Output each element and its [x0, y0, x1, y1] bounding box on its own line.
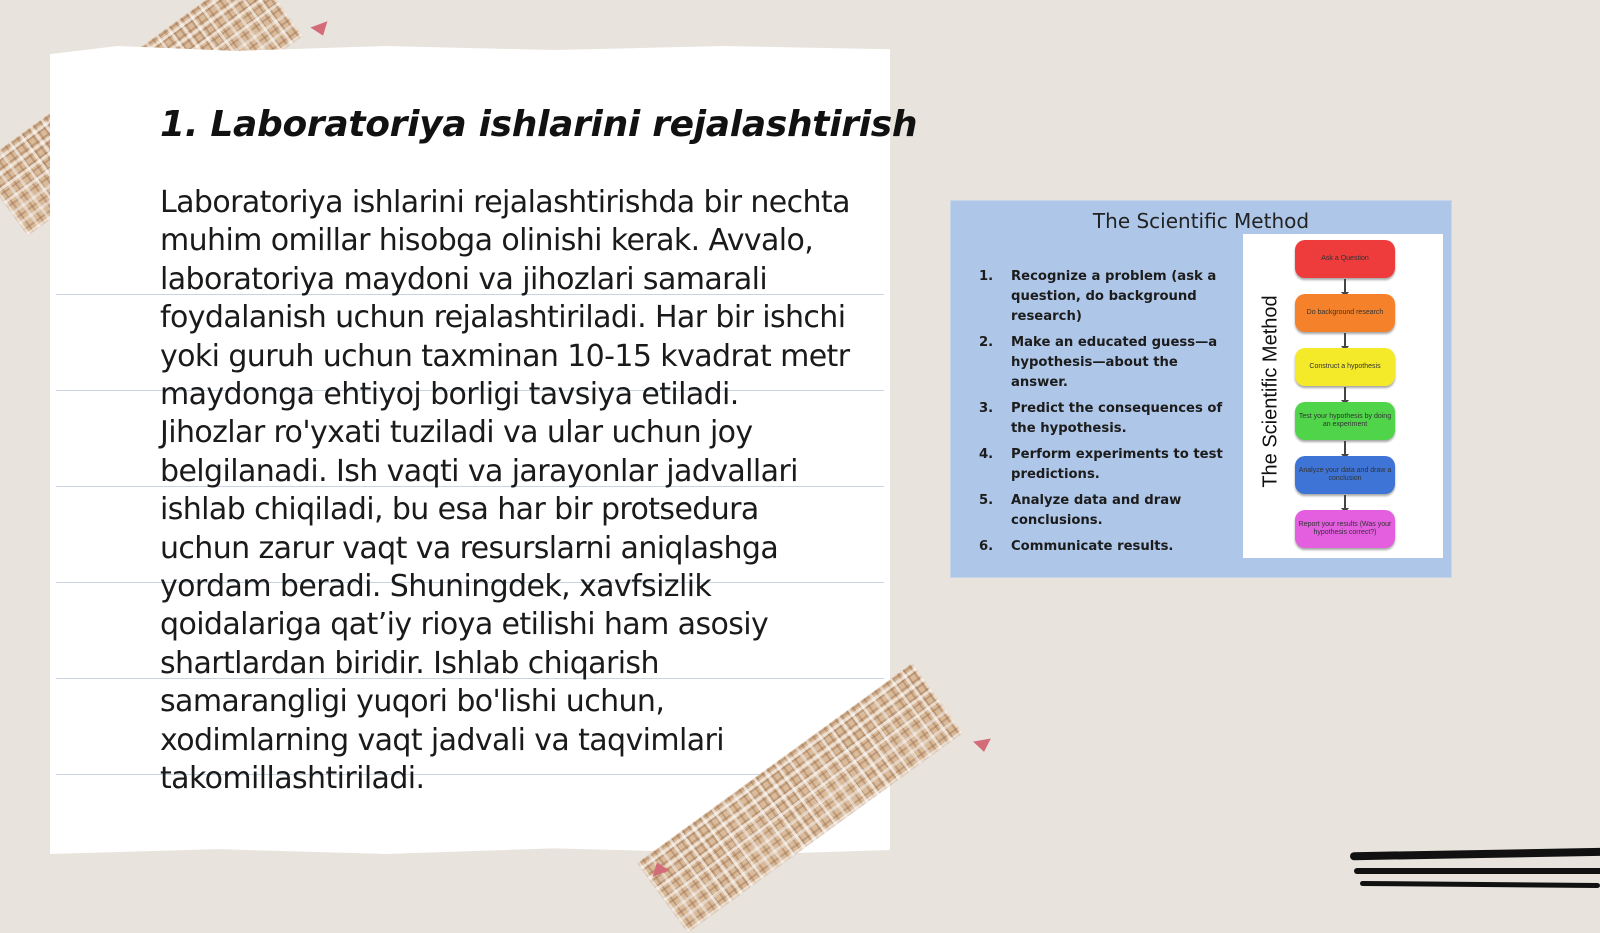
slide-title: 1. Laboratoriya ishlarini rejalashtirish	[160, 104, 918, 145]
flowchart-panel	[1243, 234, 1443, 558]
flowchart-vertical-label: The Scientific Method	[1259, 295, 1282, 488]
step-number: 3.	[979, 401, 994, 416]
step-item	[979, 333, 1239, 393]
flowchart-step-box: Ask a Question	[1295, 240, 1395, 278]
step-text: Make an educated guess—a hypothesis—about the answer.	[1011, 335, 1218, 390]
flowchart-arrow-icon	[1344, 279, 1346, 293]
step-number: 4.	[979, 447, 994, 462]
step-number: 1.	[979, 269, 994, 284]
flowchart-step-box: Report your results (Was your hypothesis correct?)	[1295, 510, 1395, 548]
step-number: 6.	[979, 539, 994, 554]
flowchart-arrow-icon	[1344, 333, 1346, 347]
flowchart-step-box: Do background research	[1295, 294, 1395, 332]
flowchart-step-box: Analyze your data and draw a conclusion	[1295, 456, 1395, 494]
scribble-line	[1360, 881, 1600, 888]
step-item	[979, 445, 1239, 485]
flowchart-step-box: Test your hypothesis by doing an experiment	[1295, 402, 1395, 440]
steps-list	[979, 267, 1239, 563]
flowchart-arrow-icon	[1344, 387, 1346, 401]
step-item	[979, 491, 1239, 531]
step-text: Recognize a problem (ask a question, do background research)	[1011, 269, 1217, 324]
step-text: Analyze data and draw conclusions.	[1011, 493, 1182, 528]
tape-pin-icon	[310, 21, 331, 38]
scribble-line	[1350, 848, 1600, 861]
step-item	[979, 399, 1239, 439]
scribble-line	[1354, 868, 1600, 874]
step-text: Perform experiments to test predictions.	[1011, 447, 1223, 482]
step-item	[979, 267, 1239, 327]
step-number: 5.	[979, 493, 994, 508]
step-item	[979, 537, 1239, 557]
step-text: Communicate results.	[1011, 539, 1174, 554]
flowchart-step-box: Construct a hypothesis	[1295, 348, 1395, 386]
tape-pin-icon	[973, 739, 993, 754]
slide-body-text: Laboratoriya ishlarini rejalashtirishda bir nechta muhim omillar hisobga olinishi kerak. Avvalo, laboratoriya maydoni va jihozlari samarali foydalanish uchun rejalashtiriladi. Har bir ishchi yoki guruh uchun taxminan 10-15 kvadrat metr maydonga ehtiyoj borligi tavsiya etiladi. Jihozlar ro'yxati tuziladi va ular uchun joy belgilanadi. Ish vaqti va jarayonlar jadvallari ishlab chiqiladi, bu esa har bir protsedura uchun zarur vaqt va resurslarni aniqlashga yordam beradi. Shuningdek, xavfsizlik qoidalariga qat’iy rioya etilishi ham asosiy shartlardan biridir. Ishlab chiqarish samarangligi yuqori bo'lishi uchun, xodimlarning vaqt jadvali va taqvimlari takomillashtiriladi.	[160, 185, 850, 797]
step-text: Predict the consequences of the hypothesis.	[1011, 401, 1223, 436]
flowchart-arrow-icon	[1344, 441, 1346, 455]
figure-title: The Scientific Method	[1092, 209, 1310, 233]
scientific-method-figure	[950, 200, 1452, 578]
flowchart-arrow-icon	[1344, 495, 1346, 509]
step-number: 2.	[979, 335, 994, 350]
